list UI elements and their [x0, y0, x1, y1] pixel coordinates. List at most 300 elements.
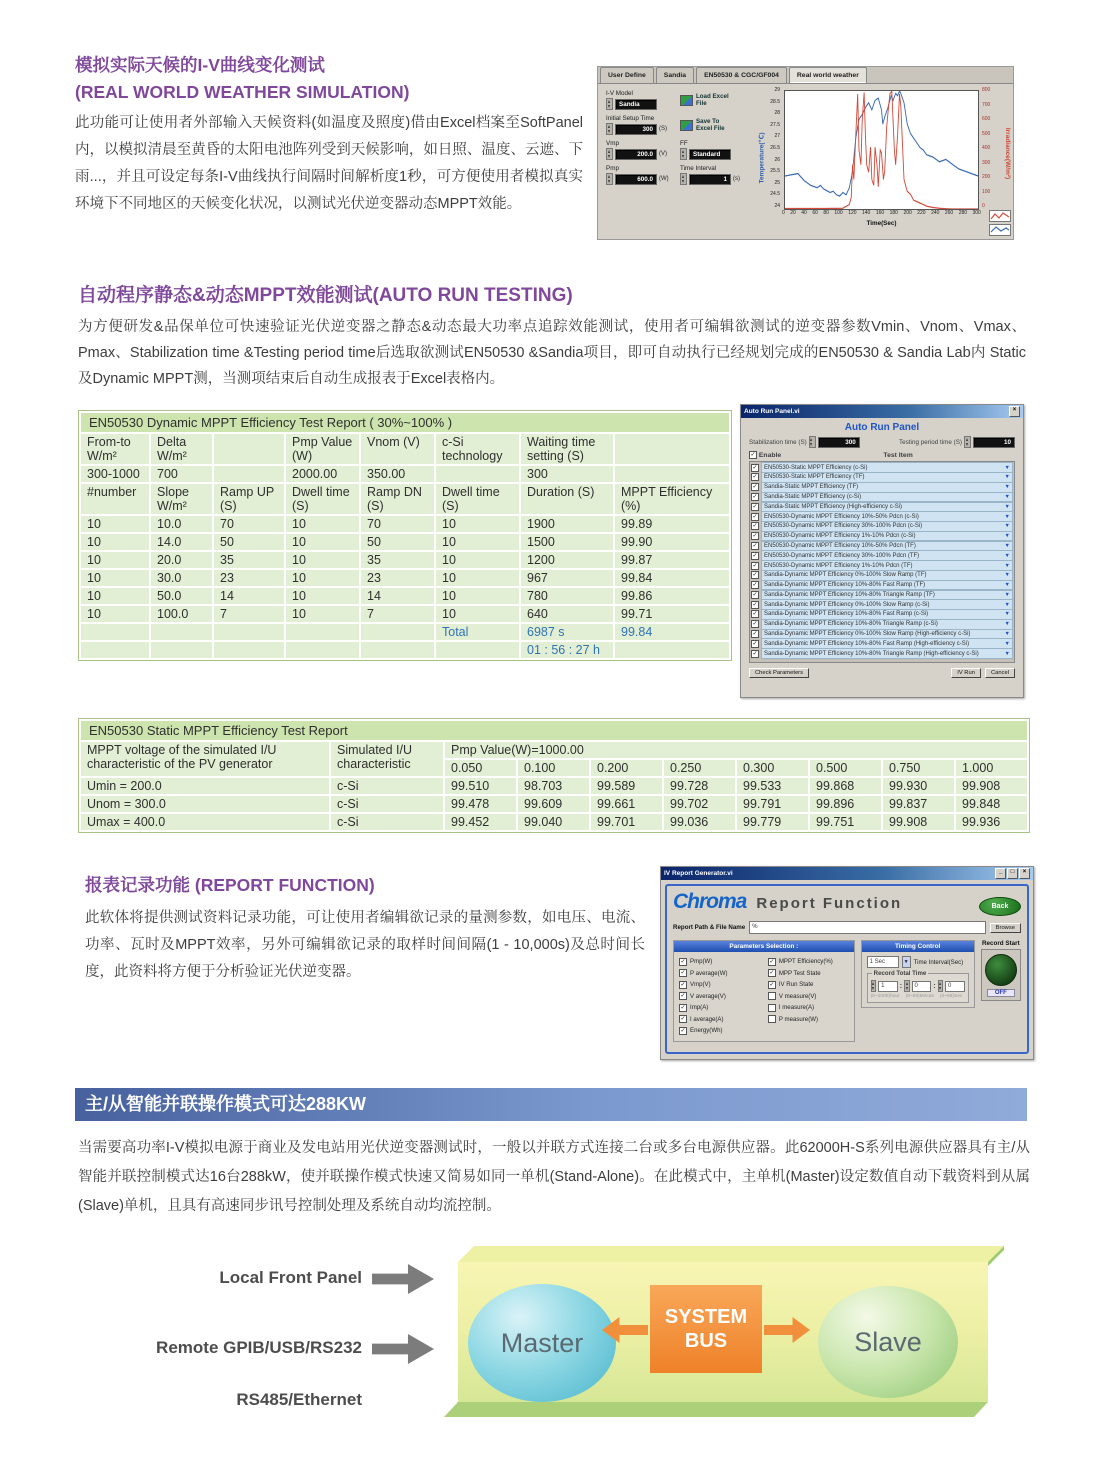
dropdown-arrow-icon[interactable]: ▼: [1004, 494, 1010, 501]
test-item-select[interactable]: EN50530-Dynamic MPPT Efficiency 30%-100% Pdcn (c-Si) ▼: [761, 521, 1013, 532]
table-cell: 10: [286, 570, 359, 586]
axis-tick: 500: [982, 130, 991, 137]
axis-tick: 27.5: [770, 121, 780, 128]
iv-model-label: I-V Model: [606, 90, 633, 97]
axis-tick: 280: [958, 210, 968, 216]
time-interval-label: Time Interval: [680, 165, 717, 172]
table-cell: 2000.00: [286, 466, 359, 482]
table-cell: 99.452: [445, 814, 516, 830]
table-cell: [361, 642, 434, 658]
ff-value[interactable]: Standard: [689, 149, 731, 160]
static-mppt-table: [78, 718, 1022, 833]
table-title: EN50530 Dynamic MPPT Efficiency Test Report ( 30%~100% ): [81, 413, 729, 432]
table-cell: [151, 624, 212, 640]
axis-tick: 80: [823, 210, 829, 216]
weather-controls: I-V Model Sandia Load Excel File Initial Setup Time 300 (S) Save To Excel File Vmp 200.0 (V) FF Standard Pmp 600.0 (W) Time Interval 1 (s): [598, 84, 750, 239]
close-icon[interactable]: ×: [1009, 406, 1020, 417]
axis-tick: 27: [774, 133, 780, 140]
dropdown-arrow-icon[interactable]: ▼: [1004, 621, 1010, 628]
report-window-body: [665, 884, 1029, 1054]
master-node: [468, 1284, 616, 1402]
parameter-checkbox[interactable]: [679, 1004, 687, 1012]
test-item-checkbox[interactable]: [751, 513, 759, 521]
box-bottom-face: [444, 1402, 988, 1417]
table-cell: 50: [214, 534, 284, 550]
table-cell: 10: [436, 552, 519, 568]
minimize-icon[interactable]: _: [995, 868, 1006, 879]
table-cell: 99.751: [810, 814, 881, 830]
table-cell: 7: [361, 606, 434, 622]
test-item-row: [751, 512, 1013, 521]
test-item-row: [751, 639, 1013, 648]
table-title: EN50530 Static MPPT Efficiency Test Report: [81, 721, 1027, 740]
master-label: Master: [500, 1327, 584, 1358]
dropdown-arrow-icon[interactable]: ▼: [1004, 650, 1010, 657]
report-path-label: Report Path & File Name: [673, 924, 746, 931]
spinner-icon[interactable]: [606, 173, 613, 185]
table-cell: 700: [151, 466, 212, 482]
test-item-checkbox[interactable]: [751, 601, 759, 609]
dropdown-arrow-icon[interactable]: ▼: [1004, 484, 1010, 491]
weather-chart-plot: [785, 91, 978, 209]
test-item-checkbox[interactable]: [751, 571, 759, 579]
table-cell: 10: [286, 588, 359, 604]
parameter-option: ✓ V average(V): [679, 991, 760, 1003]
test-item-row: [751, 571, 1013, 580]
panel-title: Auto Run Panel: [844, 422, 920, 433]
dropdown-arrow-icon[interactable]: ▼: [1004, 601, 1010, 608]
test-item-checkbox[interactable]: [751, 503, 759, 511]
table-cell: 99.036: [664, 814, 735, 830]
table-cell: [361, 624, 434, 640]
legend-irradiance-icon: [989, 210, 1011, 222]
table-cell: [81, 624, 149, 640]
parameter-checkbox[interactable]: [768, 969, 776, 977]
table-cell: 100.0: [151, 606, 212, 622]
table-cell: 99.86: [615, 588, 729, 604]
table-cell: 10: [436, 606, 519, 622]
dropdown-arrow-icon[interactable]: ▼: [1004, 591, 1010, 598]
spinner-icon[interactable]: [964, 436, 971, 448]
box-top-face: [458, 1246, 1004, 1262]
table-row: [81, 814, 1027, 830]
spinner-icon[interactable]: [680, 148, 687, 160]
stabilization-time-value[interactable]: 300: [818, 437, 860, 448]
time-interval-label: Time Interval(Sec): [913, 958, 964, 966]
axis-tick: 800: [982, 87, 991, 93]
table-cell: 967: [521, 570, 613, 586]
test-item-select[interactable]: Sandia-Dynamic MPPT Efficiency 10%-80% Triangle Ramp (High-efficiency c-Si) ▼: [761, 648, 1013, 659]
table-row: [81, 588, 729, 604]
table-header-cell: MPPT voltage of the simulated I/U characteristic of the PV generator: [81, 742, 329, 776]
test-item-select[interactable]: EN50530-Dynamic MPPT Efficiency 10%-50% Pdcn (TF) ▼: [761, 541, 1013, 552]
table-cell: Dwell time (S): [436, 484, 519, 514]
enable-label: Enable: [758, 451, 782, 459]
parameter-checkbox[interactable]: [768, 958, 776, 966]
table-cell: [286, 642, 359, 658]
tab-real-world-weather[interactable]: Real world weather: [789, 67, 867, 83]
table-cell: 99.791: [737, 796, 808, 812]
test-item-checkbox[interactable]: [751, 630, 759, 638]
table-cell: 99.896: [810, 796, 881, 812]
record-off-label: OFF: [987, 989, 1015, 997]
test-item-select[interactable]: Sandia-Static MPPT Efficiency (c-Si) ▼: [761, 492, 1013, 503]
test-item-select[interactable]: EN50530-Dynamic MPPT Efficiency 1%-10% Pdcn (TF) ▼: [761, 560, 1013, 571]
minute-input[interactable]: 0: [912, 981, 932, 992]
check-parameters-button[interactable]: Check Parameters: [749, 668, 809, 678]
table-cell: 70: [361, 516, 434, 532]
initial-setup-value[interactable]: 300: [615, 124, 657, 135]
test-item-row: [751, 590, 1013, 599]
test-item-checkbox[interactable]: [751, 650, 759, 658]
test-item-select[interactable]: EN50530-Dynamic MPPT Efficiency 10%-50% Pdcn (c-Si) ▼: [761, 511, 1013, 522]
remote-interface-label: Remote GPIB/USB/RS232: [156, 1338, 362, 1357]
maximize-icon[interactable]: □: [1007, 868, 1018, 879]
axis-tick: 200: [903, 210, 912, 216]
parameter-checkbox[interactable]: [679, 1027, 687, 1035]
table-cell: 0.050: [445, 760, 516, 776]
dropdown-arrow-icon[interactable]: ▼: [1004, 562, 1010, 569]
test-item-row: [751, 541, 1013, 550]
slave-node: [818, 1286, 958, 1398]
dropdown-arrow-icon[interactable]: ▼: [1004, 533, 1010, 540]
excel-icon: [680, 95, 693, 106]
test-item-select[interactable]: Sandia-Dynamic MPPT Efficiency 10%-80% Fast Ramp (c-Si) ▼: [761, 609, 1013, 620]
spinner-icon[interactable]: [606, 123, 613, 135]
dropdown-arrow-icon[interactable]: ▼: [1004, 542, 1010, 549]
weather-chart-yright-ticks: [980, 87, 997, 209]
axis-tick: 220: [917, 210, 926, 216]
parallel-section-body: 当需要高功率I-V模拟电源于商业及发电站用光伏逆变器测试时，一般以并联方式连接二台或多台电源供应器。此62000H-S系列电源供应器具有主/从智能并联控制模式达16台288kW，使并联操作模式快速又简易如同一单机(Stand-Alone)。在此模式中，主单机(Master)设定数值自动下载资料到从属(Slave)单机，且具有高速同步讯号控制处理及系统自动均流控制。: [78, 1140, 1030, 1214]
tab-user-define[interactable]: User Define: [600, 67, 654, 83]
save-excel-button[interactable]: Save To Excel File: [680, 115, 744, 135]
axis-tick: 300: [972, 210, 981, 216]
time-interval-value[interactable]: 1: [689, 174, 731, 185]
table-cell: 10: [436, 588, 519, 604]
table-cell: 99.609: [518, 796, 589, 812]
params-left-column: [679, 956, 760, 1037]
table-cell: 10: [436, 534, 519, 550]
spinner-icon[interactable]: [606, 98, 613, 110]
tab-en50530[interactable]: EN50530 & CGC/GF004: [696, 67, 787, 83]
system-bus-line2: BUS: [684, 1330, 728, 1352]
table-cell: 7: [214, 606, 284, 622]
test-item-checkbox[interactable]: [751, 493, 759, 501]
second-input[interactable]: 0: [945, 981, 965, 992]
stabilization-time-label: Stabilization time (S): [749, 438, 807, 446]
table-cell: MPPT Efficiency (%): [615, 484, 729, 514]
load-excel-button[interactable]: Load Excel File: [680, 90, 744, 110]
parameter-option: V measure(V): [768, 991, 849, 1003]
weather-heading-zh: 模拟实际天候的I-V曲线变化测试: [75, 55, 325, 75]
test-item-checkbox[interactable]: [751, 483, 759, 491]
record-total-time-label: Record Total Time: [873, 970, 927, 977]
table-cell: 1900: [521, 516, 613, 532]
axis-tick: 28: [774, 110, 780, 117]
system-bus-box: [650, 1285, 762, 1373]
table-row: [81, 796, 1027, 812]
pmp-value[interactable]: 600.0: [615, 174, 657, 185]
spinner-icon[interactable]: [938, 980, 943, 992]
parameter-checkbox[interactable]: [679, 992, 687, 1000]
test-item-checkbox[interactable]: [751, 610, 759, 618]
parameter-checkbox[interactable]: [768, 981, 776, 989]
axis-tick: 24.5: [770, 191, 780, 198]
table-cell: 10: [436, 570, 519, 586]
window-titlebar[interactable]: [741, 405, 1023, 418]
table-cell: Dwell time (S): [286, 484, 359, 514]
table-cell: Pmp Value (W): [286, 434, 359, 464]
table-cell: 10: [286, 516, 359, 532]
table-header-cell: Simulated I/U characteristic: [331, 742, 443, 776]
record-start-label: Record Start: [981, 940, 1020, 947]
browse-button[interactable]: Browse: [990, 923, 1021, 933]
table-cell: 01 : 56 : 27 h: [521, 642, 613, 658]
table-cell: Unom = 300.0: [81, 796, 329, 812]
test-item-select[interactable]: EN50530-Dynamic MPPT Efficiency 1%-10% Pdcn (c-Si) ▼: [761, 531, 1013, 542]
table-cell: 0.100: [518, 760, 589, 776]
table-cell: 99.702: [664, 796, 735, 812]
axis-tick: 200: [982, 174, 991, 180]
table-cell: #number: [81, 484, 149, 514]
table-cell: 300: [521, 466, 613, 482]
test-item-row: [751, 629, 1013, 638]
axis-tick: 160: [875, 210, 885, 216]
table-cell: 99.728: [664, 778, 735, 794]
test-item-row: [751, 522, 1013, 531]
test-item-select[interactable]: Sandia-Dynamic MPPT Efficiency 0%-100% Slow Ramp (High-efficiency c-Si) ▼: [761, 629, 1013, 640]
dropdown-arrow-icon[interactable]: ▼: [1004, 552, 1010, 559]
test-item-select[interactable]: Sandia-Dynamic MPPT Efficiency 0%-100% Slow Ramp (TF) ▼: [761, 570, 1013, 581]
test-item-select[interactable]: EN50530-Static MPPT Efficiency (c-Si) ▼: [761, 462, 1013, 473]
weather-chart-x-ticks: [782, 210, 981, 216]
iv-run-button[interactable]: IV Run: [951, 668, 981, 678]
test-item-select[interactable]: EN50530-Static MPPT Efficiency (TF) ▼: [761, 472, 1013, 483]
test-item-row: [751, 531, 1013, 540]
test-item-row: [751, 492, 1013, 501]
parameter-checkbox[interactable]: [679, 1015, 687, 1023]
spinner-icon[interactable]: [680, 173, 687, 185]
table-cell: 10: [286, 552, 359, 568]
table-cell: 14: [214, 588, 284, 604]
dropdown-arrow-icon[interactable]: ▼: [1004, 582, 1010, 589]
weather-section-body: 此功能可让使用者外部输入天候资料(如温度及照度)借由Excel档案至SoftPanel内，以模拟清晨至黄昏的太阳电池阵列受到天候影响，如日照、温度、云遮、下雨...，并且可设定每条I-V曲线执行间隔时间解析度1秒，可方便使用者模拟真实环境下不同地区的天候变化状况，以测试光伏逆变器动态MPPT效能。: [75, 115, 583, 212]
dropdown-arrow-icon[interactable]: ▼: [1004, 572, 1010, 579]
table-row: [81, 552, 729, 568]
table-cell: 640: [521, 606, 613, 622]
test-item-select[interactable]: Sandia-Dynamic MPPT Efficiency 10%-80% Triangle Ramp (c-Si) ▼: [761, 619, 1013, 630]
parameter-option: ✓ P average(W): [679, 968, 760, 980]
test-item-list: [749, 461, 1015, 663]
parameter-option: P measure(W): [768, 1014, 849, 1026]
dropdown-arrow-icon[interactable]: ▼: [902, 956, 911, 968]
testing-period-value[interactable]: 10: [973, 437, 1015, 448]
testing-period-label: Testing period time (S): [899, 438, 962, 446]
axis-tick: 400: [982, 145, 991, 151]
hour-hint: (0~1000)hour: [870, 994, 900, 999]
parameter-option: ✓ IV Run State: [768, 979, 849, 991]
dropdown-arrow-icon[interactable]: ▼: [1004, 640, 1010, 647]
parameter-checkbox[interactable]: [768, 1004, 776, 1012]
table-row: [81, 778, 1027, 794]
test-item-checkbox[interactable]: [751, 552, 759, 560]
table-cell: c-Si: [331, 796, 443, 812]
axis-tick: 26: [774, 156, 780, 163]
rs485-ethernet-label: RS485/Ethernet: [236, 1390, 362, 1409]
table-row: [81, 534, 729, 550]
parameter-checkbox[interactable]: [679, 969, 687, 977]
parameter-checkbox[interactable]: [679, 981, 687, 989]
table-cell: 35: [361, 552, 434, 568]
table-cell: From-to W/m²: [81, 434, 149, 464]
table-cell: [615, 434, 729, 464]
dropdown-arrow-icon[interactable]: ▼: [1004, 523, 1010, 530]
test-item-row: [751, 580, 1013, 589]
table-cell: 99.510: [445, 778, 516, 794]
close-icon[interactable]: ×: [1019, 868, 1030, 879]
table-cell: 23: [361, 570, 434, 586]
test-item-checkbox[interactable]: [751, 581, 759, 589]
iv-model-value[interactable]: Sandia: [615, 99, 657, 110]
timing-control-panel: [861, 940, 975, 1008]
dropdown-arrow-icon[interactable]: ▼: [1004, 611, 1010, 618]
table-cell: 99.84: [615, 570, 729, 586]
table-cell: [436, 466, 519, 482]
table-cell: 10: [81, 516, 149, 532]
enable-checkbox[interactable]: [749, 451, 757, 459]
table-cell: [214, 642, 284, 658]
dynamic-mppt-table: [78, 410, 728, 661]
table-cell: c-Si: [331, 814, 443, 830]
table-cell: 10: [81, 570, 149, 586]
window-titlebar[interactable]: [661, 867, 1033, 880]
test-item-row: [751, 620, 1013, 629]
spinner-icon[interactable]: [809, 436, 816, 448]
vmp-value[interactable]: 200.0: [615, 149, 657, 160]
axis-tick: 24: [774, 202, 780, 209]
test-item-select[interactable]: Sandia-Dynamic MPPT Efficiency 10%-80% Triangle Ramp (TF) ▼: [761, 590, 1013, 601]
table-cell: 0.200: [591, 760, 662, 776]
autorun-section-heading: 自动程序静态&动态MPPT效能测试(AUTO RUN TESTING): [78, 285, 573, 306]
table-cell: 35: [214, 552, 284, 568]
weather-section-heading: [75, 52, 409, 106]
record-start-section: [981, 940, 1021, 1001]
parameters-selection-header: Parameters Selection :: [674, 941, 854, 952]
parallel-section-banner: 主/从智能并联操作模式可达288KW: [75, 1088, 1027, 1121]
cancel-button[interactable]: Cancel: [985, 668, 1015, 678]
pmp-value-header: Pmp Value(W)=1000.00: [445, 742, 1027, 758]
table-cell: 10: [81, 588, 149, 604]
tab-sandia[interactable]: Sandia: [656, 67, 694, 83]
test-item-row: [751, 610, 1013, 619]
table-cell: 99.040: [518, 814, 589, 830]
pmp-label: Pmp: [606, 165, 619, 172]
table-cell: c-Si: [331, 778, 443, 794]
weather-heading-en: (REAL WORLD WEATHER SIMULATION): [75, 82, 410, 102]
test-item-checkbox[interactable]: [751, 473, 759, 481]
back-button[interactable]: Back: [979, 897, 1021, 916]
system-bus-line1: SYSTEM: [664, 1306, 748, 1328]
test-item-row: [751, 502, 1013, 511]
table-cell: Umin = 200.0: [81, 778, 329, 794]
test-item-select[interactable]: EN50530-Dynamic MPPT Efficiency 30%-100% Pdcn (TF) ▼: [761, 550, 1013, 561]
table-cell: 0.750: [883, 760, 954, 776]
axis-tick: 100: [834, 210, 843, 216]
test-item-select[interactable]: Sandia-Static MPPT Efficiency (TF) ▼: [761, 482, 1013, 493]
table-cell: 0.250: [664, 760, 735, 776]
test-item-checkbox[interactable]: [751, 620, 759, 628]
axis-tick: 180: [889, 210, 898, 216]
axis-tick: 300: [982, 159, 991, 166]
table-cell: 99.71: [615, 606, 729, 622]
spinner-icon[interactable]: [871, 980, 876, 992]
record-start-button[interactable]: [985, 954, 1017, 986]
table-cell: c-Si technology: [436, 434, 519, 464]
hour-input[interactable]: 1: [878, 981, 898, 992]
test-item-select[interactable]: Sandia-Dynamic MPPT Efficiency 10%-80% Fast Ramp (TF) ▼: [761, 580, 1013, 591]
dropdown-arrow-icon[interactable]: ▼: [1004, 513, 1010, 520]
dropdown-arrow-icon[interactable]: ▼: [1004, 503, 1010, 510]
test-item-checkbox[interactable]: [751, 562, 759, 570]
parameter-option: ✓ MPP Test State: [768, 968, 849, 980]
test-item-select[interactable]: Sandia-Dynamic MPPT Efficiency 0%-100% Slow Ramp (c-Si) ▼: [761, 599, 1013, 610]
table-cell: 99.936: [956, 814, 1027, 830]
slave-label: Slave: [854, 1326, 922, 1357]
table-total-row: [81, 624, 729, 640]
temperature-series-line: [785, 91, 978, 196]
params-right-column: [768, 956, 849, 1037]
test-item-label: Test Item: [883, 451, 913, 459]
report-section-body: 此软体将提供测试资料记录功能，可让使用者编辑欲记录的量测参数，如电压、电流、功率、瓦时及MPPT效率，另外可编辑欲记录的取样时间间隔(1 - 10,000s)及总时间长度，此资料将方便于分析验证光伏逆变器。: [85, 910, 645, 980]
table-cell: 99.908: [883, 814, 954, 830]
minute-hint: (0~59)Minute: [905, 994, 935, 999]
table-time-row: [81, 642, 729, 658]
spinner-icon[interactable]: [904, 980, 909, 992]
table-header-row: [81, 434, 729, 464]
excel-icon: [680, 120, 693, 131]
y-axis-left-label: Temperature(℃): [758, 132, 766, 184]
test-item-checkbox[interactable]: [751, 640, 759, 648]
test-item-select[interactable]: Sandia-Dynamic MPPT Efficiency 10%-80% Fast Ramp (High-efficiency c-Si) ▼: [761, 638, 1013, 649]
spinner-icon[interactable]: [606, 148, 613, 160]
parameter-checkbox[interactable]: [768, 1015, 776, 1023]
axis-tick: 0: [782, 210, 785, 216]
report-section-heading: 报表记录功能 (REPORT FUNCTION): [85, 875, 375, 895]
axis-tick: 240: [931, 210, 940, 216]
test-item-checkbox[interactable]: [751, 532, 759, 540]
parameter-option: I measure(A): [768, 1002, 849, 1014]
table-cell: [615, 466, 729, 482]
table-cell: [286, 624, 359, 640]
time-interval-dropdown[interactable]: 1 Sec: [867, 956, 899, 968]
parameter-checkbox[interactable]: [768, 992, 776, 1000]
table-cell: 0.300: [737, 760, 808, 776]
test-item-row: [751, 483, 1013, 492]
test-item-checkbox[interactable]: [751, 522, 759, 530]
parameter-checkbox[interactable]: [679, 958, 687, 966]
table-cell: 10: [286, 606, 359, 622]
report-path-input[interactable]: %: [749, 921, 985, 934]
dropdown-arrow-icon[interactable]: ▼: [1004, 474, 1010, 481]
test-item-select[interactable]: Sandia-Static MPPT Efficiency (High-efficiency c-Si) ▼: [761, 502, 1013, 513]
dropdown-arrow-icon[interactable]: ▼: [1004, 464, 1010, 471]
test-item-checkbox[interactable]: [751, 542, 759, 550]
table-cell: [615, 642, 729, 658]
table-cell: 99.90: [615, 534, 729, 550]
dropdown-arrow-icon[interactable]: ▼: [1004, 630, 1010, 637]
test-item-checkbox[interactable]: [751, 464, 759, 472]
test-item-checkbox[interactable]: [751, 591, 759, 599]
